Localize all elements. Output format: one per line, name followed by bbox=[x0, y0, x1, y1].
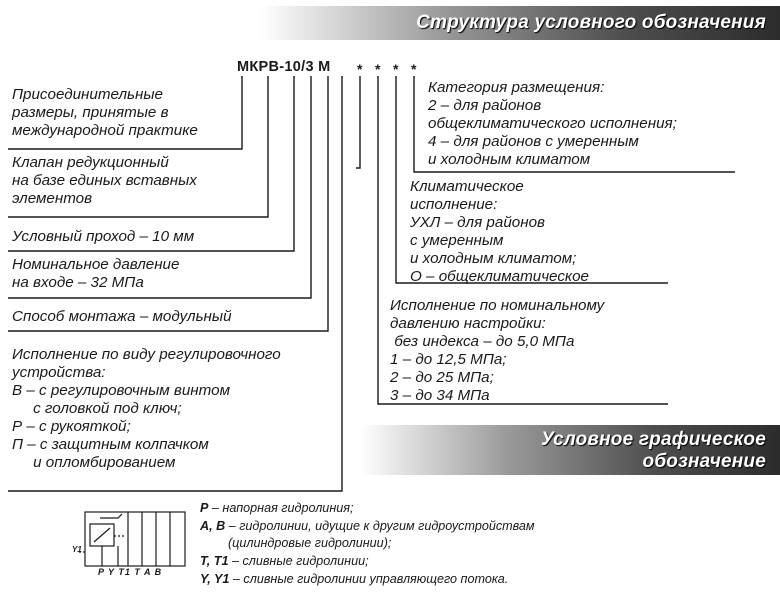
designation-star: * bbox=[375, 61, 381, 77]
right-item-climate: Климатическое исполнение: УХЛ – для районов с умеренным и холодным климатом; О – общеклиматическое bbox=[410, 178, 589, 285]
legend-item bbox=[200, 518, 535, 551]
legend-text: – сливные гидролинии управляющего потока. bbox=[229, 572, 509, 586]
legend-key: A, B bbox=[200, 519, 226, 533]
legend-item bbox=[200, 553, 369, 570]
symbol-port-labels: P Y T1 T A B bbox=[98, 567, 163, 577]
designation-star: * bbox=[393, 61, 399, 77]
left-item-dimensions: Присоединительные размеры, принятые в международной практике bbox=[12, 86, 198, 139]
left-item-valve-type: Клапан редукционный на базе единых вставных элементов bbox=[12, 154, 197, 207]
legend-key: P bbox=[200, 501, 209, 515]
left-item-adjustment: Исполнение по виду регулировочного устройства: В – с регулировочным винтом с головкой под ключ; Р – с рукояткой; П – с защитным колпачком и опломбированием bbox=[12, 346, 281, 471]
legend-key: T, T1 bbox=[200, 554, 229, 568]
designation-star: * bbox=[411, 61, 417, 77]
structure-header: Структура условного обозначения bbox=[260, 6, 780, 40]
legend-item bbox=[200, 500, 353, 517]
legend-key: Y, Y1 bbox=[200, 572, 230, 586]
legend-text: – сливные гидролинии; bbox=[228, 554, 369, 568]
left-item-mounting: Способ монтажа – модульный bbox=[12, 308, 232, 325]
valve-symbol bbox=[78, 512, 185, 566]
designation-code: МКРВ-10/3 М bbox=[237, 59, 331, 75]
designation-star: * bbox=[357, 61, 363, 77]
graphic-symbol-header: Условное графическое обозначение bbox=[360, 425, 780, 475]
right-item-placement: Категория размещения: 2 – для районов общеклиматического исполнения; 4 – для районов с умеренным и холодным климатом bbox=[428, 79, 677, 168]
legend-item bbox=[200, 571, 508, 588]
legend-text: – напорная гидролиния; bbox=[208, 501, 354, 515]
left-item-inlet-pressure: Номинальное давление на входе – 32 МПа bbox=[12, 256, 180, 291]
symbol-side-label: Y1 bbox=[72, 545, 82, 554]
legend-text: – гидролинии, идущие к другим гидроустройствам (цилиндровые гидролинии); bbox=[227, 519, 535, 550]
right-item-pressure-setting: Исполнение по номинальному давлению настройки: без индекса – до 5,0 МПа 1 – до 12,5 МПа; 2 – до 25 МПа; 3 – до 34 МПа bbox=[390, 297, 605, 404]
left-item-nominal-bore: Условный проход – 10 мм bbox=[12, 228, 195, 245]
